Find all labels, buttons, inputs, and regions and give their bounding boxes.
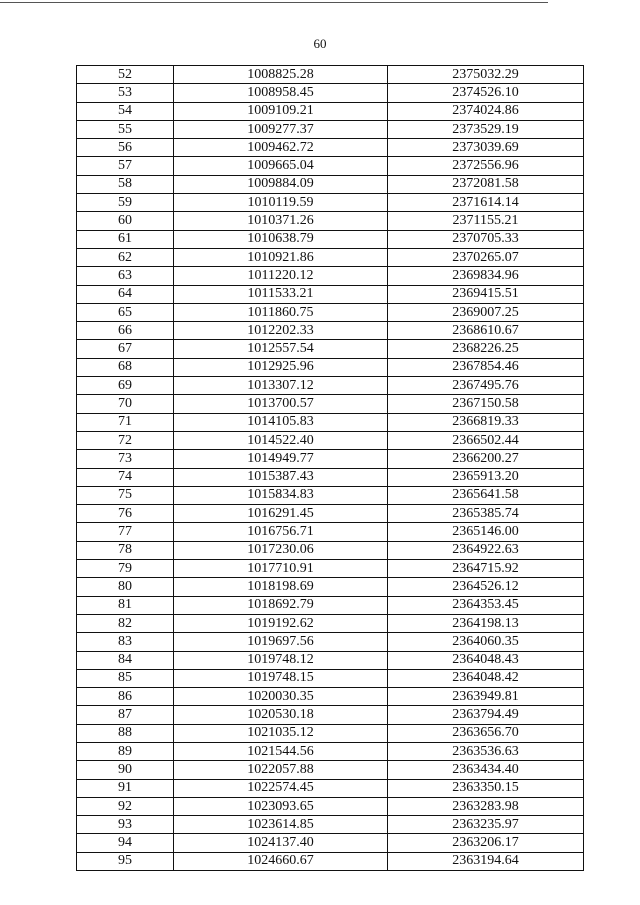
point-number-cell: 61 <box>77 230 174 248</box>
x-coordinate-cell: 1014105.83 <box>174 413 388 431</box>
point-number-cell: 59 <box>77 194 174 212</box>
point-number-cell: 58 <box>77 175 174 193</box>
x-coordinate-cell: 1010638.79 <box>174 230 388 248</box>
x-coordinate-cell: 1023614.85 <box>174 816 388 834</box>
y-coordinate-cell: 2375032.29 <box>388 66 584 84</box>
point-number-cell: 65 <box>77 303 174 321</box>
y-coordinate-cell: 2368610.67 <box>388 322 584 340</box>
x-coordinate-cell: 1011533.21 <box>174 285 388 303</box>
y-coordinate-cell: 2364198.13 <box>388 614 584 632</box>
table-row <box>77 431 584 449</box>
x-coordinate-cell: 1017230.06 <box>174 541 388 559</box>
point-number-cell: 73 <box>77 450 174 468</box>
table-row <box>77 486 584 504</box>
point-number-cell: 53 <box>77 84 174 102</box>
coordinates-table <box>76 65 584 871</box>
point-number-cell: 80 <box>77 578 174 596</box>
y-coordinate-cell: 2364060.35 <box>388 633 584 651</box>
point-number-cell: 88 <box>77 724 174 742</box>
point-number-cell: 84 <box>77 651 174 669</box>
y-coordinate-cell: 2369834.96 <box>388 267 584 285</box>
x-coordinate-cell: 1024660.67 <box>174 852 388 870</box>
table-row <box>77 834 584 852</box>
y-coordinate-cell: 2367495.76 <box>388 377 584 395</box>
y-coordinate-cell: 2364048.42 <box>388 669 584 687</box>
y-coordinate-cell: 2364526.12 <box>388 578 584 596</box>
table-row <box>77 560 584 578</box>
table-row <box>77 468 584 486</box>
y-coordinate-cell: 2363794.49 <box>388 706 584 724</box>
point-number-cell: 68 <box>77 358 174 376</box>
x-coordinate-cell: 1024137.40 <box>174 834 388 852</box>
table-row <box>77 633 584 651</box>
point-number-cell: 56 <box>77 139 174 157</box>
point-number-cell: 82 <box>77 614 174 632</box>
table-row <box>77 761 584 779</box>
x-coordinate-cell: 1022057.88 <box>174 761 388 779</box>
table-row <box>77 212 584 230</box>
table-row <box>77 651 584 669</box>
table-row <box>77 303 584 321</box>
y-coordinate-cell: 2369007.25 <box>388 303 584 321</box>
point-number-cell: 66 <box>77 322 174 340</box>
y-coordinate-cell: 2371155.21 <box>388 212 584 230</box>
point-number-cell: 67 <box>77 340 174 358</box>
point-number-cell: 77 <box>77 523 174 541</box>
x-coordinate-cell: 1019748.15 <box>174 669 388 687</box>
point-number-cell: 72 <box>77 431 174 449</box>
y-coordinate-cell: 2370265.07 <box>388 248 584 266</box>
y-coordinate-cell: 2372081.58 <box>388 175 584 193</box>
x-coordinate-cell: 1013700.57 <box>174 395 388 413</box>
x-coordinate-cell: 1019748.12 <box>174 651 388 669</box>
y-coordinate-cell: 2369415.51 <box>388 285 584 303</box>
x-coordinate-cell: 1011220.12 <box>174 267 388 285</box>
y-coordinate-cell: 2364048.43 <box>388 651 584 669</box>
point-number-cell: 64 <box>77 285 174 303</box>
x-coordinate-cell: 1017710.91 <box>174 560 388 578</box>
coordinates-table-body <box>77 66 584 871</box>
point-number-cell: 87 <box>77 706 174 724</box>
y-coordinate-cell: 2363235.97 <box>388 816 584 834</box>
table-row <box>77 742 584 760</box>
point-number-cell: 71 <box>77 413 174 431</box>
x-coordinate-cell: 1013307.12 <box>174 377 388 395</box>
y-coordinate-cell: 2367854.46 <box>388 358 584 376</box>
y-coordinate-cell: 2370705.33 <box>388 230 584 248</box>
x-coordinate-cell: 1018692.79 <box>174 596 388 614</box>
x-coordinate-cell: 1008825.28 <box>174 66 388 84</box>
y-coordinate-cell: 2364353.45 <box>388 596 584 614</box>
table-row <box>77 724 584 742</box>
y-coordinate-cell: 2363194.64 <box>388 852 584 870</box>
x-coordinate-cell: 1012925.96 <box>174 358 388 376</box>
x-coordinate-cell: 1021035.12 <box>174 724 388 742</box>
y-coordinate-cell: 2366819.33 <box>388 413 584 431</box>
table-row <box>77 541 584 559</box>
table-row <box>77 669 584 687</box>
table-row <box>77 688 584 706</box>
point-number-cell: 60 <box>77 212 174 230</box>
point-number-cell: 85 <box>77 669 174 687</box>
y-coordinate-cell: 2373529.19 <box>388 120 584 138</box>
x-coordinate-cell: 1011860.75 <box>174 303 388 321</box>
x-coordinate-cell: 1020030.35 <box>174 688 388 706</box>
x-coordinate-cell: 1018198.69 <box>174 578 388 596</box>
table-row <box>77 84 584 102</box>
x-coordinate-cell: 1023093.65 <box>174 797 388 815</box>
point-number-cell: 74 <box>77 468 174 486</box>
y-coordinate-cell: 2363283.98 <box>388 797 584 815</box>
x-coordinate-cell: 1021544.56 <box>174 742 388 760</box>
table-row <box>77 377 584 395</box>
y-coordinate-cell: 2374526.10 <box>388 84 584 102</box>
table-row <box>77 596 584 614</box>
point-number-cell: 78 <box>77 541 174 559</box>
point-number-cell: 55 <box>77 120 174 138</box>
table-row <box>77 322 584 340</box>
table-row <box>77 102 584 120</box>
x-coordinate-cell: 1019192.62 <box>174 614 388 632</box>
y-coordinate-cell: 2363434.40 <box>388 761 584 779</box>
point-number-cell: 70 <box>77 395 174 413</box>
y-coordinate-cell: 2365146.00 <box>388 523 584 541</box>
x-coordinate-cell: 1009884.09 <box>174 175 388 193</box>
point-number-cell: 93 <box>77 816 174 834</box>
y-coordinate-cell: 2366200.27 <box>388 450 584 468</box>
table-row <box>77 340 584 358</box>
y-coordinate-cell: 2363536.63 <box>388 742 584 760</box>
point-number-cell: 79 <box>77 560 174 578</box>
point-number-cell: 62 <box>77 248 174 266</box>
table-row <box>77 852 584 870</box>
table-row <box>77 395 584 413</box>
x-coordinate-cell: 1009277.37 <box>174 120 388 138</box>
table-row <box>77 248 584 266</box>
y-coordinate-cell: 2371614.14 <box>388 194 584 212</box>
table-row <box>77 66 584 84</box>
y-coordinate-cell: 2363206.17 <box>388 834 584 852</box>
table-row <box>77 175 584 193</box>
point-number-cell: 57 <box>77 157 174 175</box>
y-coordinate-cell: 2366502.44 <box>388 431 584 449</box>
point-number-cell: 76 <box>77 505 174 523</box>
x-coordinate-cell: 1014522.40 <box>174 431 388 449</box>
point-number-cell: 54 <box>77 102 174 120</box>
table-row <box>77 267 584 285</box>
table-row <box>77 614 584 632</box>
y-coordinate-cell: 2363350.15 <box>388 779 584 797</box>
point-number-cell: 81 <box>77 596 174 614</box>
x-coordinate-cell: 1009462.72 <box>174 139 388 157</box>
point-number-cell: 83 <box>77 633 174 651</box>
x-coordinate-cell: 1016291.45 <box>174 505 388 523</box>
table-row <box>77 450 584 468</box>
point-number-cell: 95 <box>77 852 174 870</box>
point-number-cell: 89 <box>77 742 174 760</box>
x-coordinate-cell: 1012557.54 <box>174 340 388 358</box>
table-row <box>77 816 584 834</box>
y-coordinate-cell: 2363949.81 <box>388 688 584 706</box>
point-number-cell: 90 <box>77 761 174 779</box>
table-row <box>77 230 584 248</box>
x-coordinate-cell: 1016756.71 <box>174 523 388 541</box>
table-row <box>77 779 584 797</box>
point-number-cell: 94 <box>77 834 174 852</box>
x-coordinate-cell: 1009109.21 <box>174 102 388 120</box>
y-coordinate-cell: 2365385.74 <box>388 505 584 523</box>
x-coordinate-cell: 1015834.83 <box>174 486 388 504</box>
x-coordinate-cell: 1009665.04 <box>174 157 388 175</box>
table-row <box>77 578 584 596</box>
header-rule <box>0 2 548 3</box>
table-row <box>77 523 584 541</box>
y-coordinate-cell: 2364922.63 <box>388 541 584 559</box>
point-number-cell: 92 <box>77 797 174 815</box>
table-row <box>77 194 584 212</box>
y-coordinate-cell: 2364715.92 <box>388 560 584 578</box>
table-row <box>77 285 584 303</box>
x-coordinate-cell: 1010371.26 <box>174 212 388 230</box>
table-row <box>77 157 584 175</box>
table-row <box>77 120 584 138</box>
table-row <box>77 797 584 815</box>
table-row <box>77 139 584 157</box>
point-number-cell: 75 <box>77 486 174 504</box>
x-coordinate-cell: 1020530.18 <box>174 706 388 724</box>
y-coordinate-cell: 2365913.20 <box>388 468 584 486</box>
point-number-cell: 91 <box>77 779 174 797</box>
point-number-cell: 69 <box>77 377 174 395</box>
table-row <box>77 505 584 523</box>
point-number-cell: 63 <box>77 267 174 285</box>
y-coordinate-cell: 2365641.58 <box>388 486 584 504</box>
y-coordinate-cell: 2374024.86 <box>388 102 584 120</box>
x-coordinate-cell: 1010119.59 <box>174 194 388 212</box>
point-number-cell: 52 <box>77 66 174 84</box>
page-number: 60 <box>313 36 327 51</box>
x-coordinate-cell: 1008958.45 <box>174 84 388 102</box>
table-row <box>77 358 584 376</box>
y-coordinate-cell: 2373039.69 <box>388 139 584 157</box>
table-row <box>77 706 584 724</box>
x-coordinate-cell: 1015387.43 <box>174 468 388 486</box>
x-coordinate-cell: 1022574.45 <box>174 779 388 797</box>
y-coordinate-cell: 2367150.58 <box>388 395 584 413</box>
x-coordinate-cell: 1010921.86 <box>174 248 388 266</box>
x-coordinate-cell: 1012202.33 <box>174 322 388 340</box>
y-coordinate-cell: 2368226.25 <box>388 340 584 358</box>
y-coordinate-cell: 2363656.70 <box>388 724 584 742</box>
table-row <box>77 413 584 431</box>
point-number-cell: 86 <box>77 688 174 706</box>
x-coordinate-cell: 1019697.56 <box>174 633 388 651</box>
y-coordinate-cell: 2372556.96 <box>388 157 584 175</box>
x-coordinate-cell: 1014949.77 <box>174 450 388 468</box>
